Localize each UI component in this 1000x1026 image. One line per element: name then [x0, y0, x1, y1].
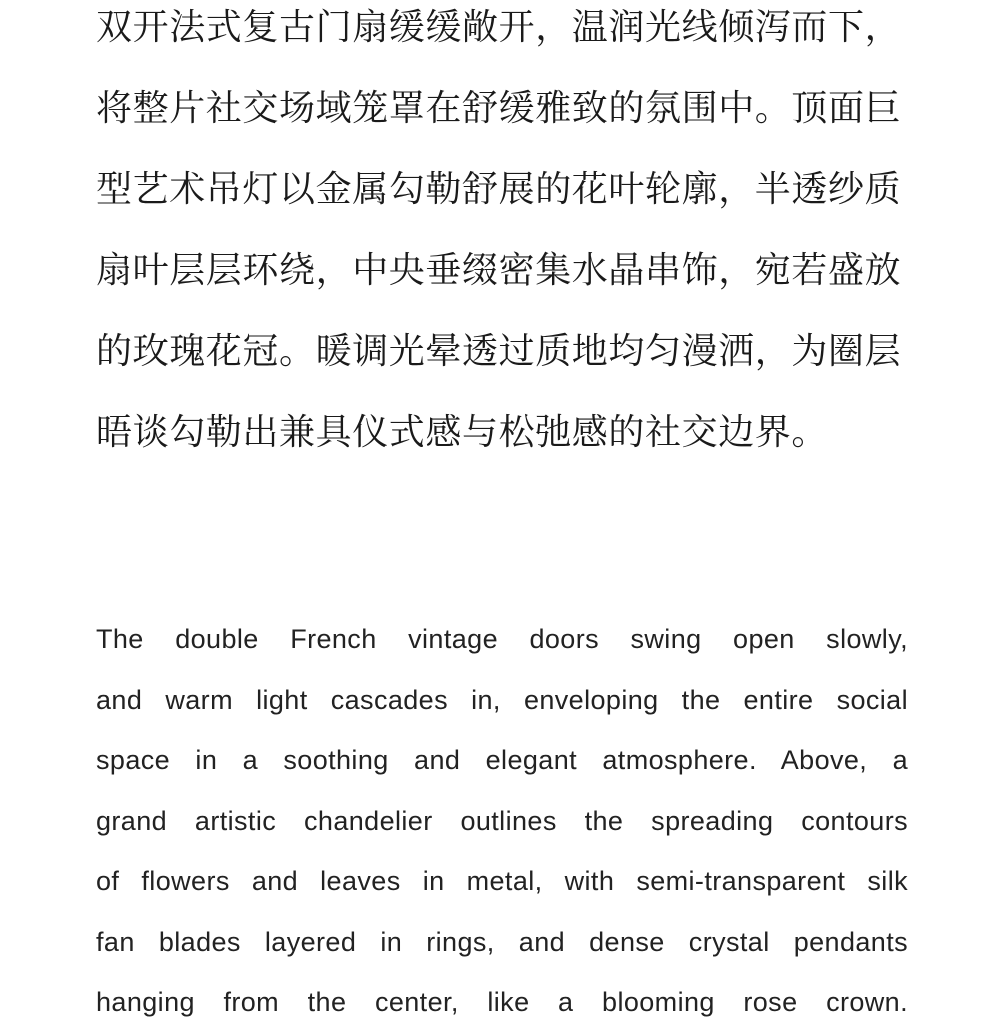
- chinese-text-line: 的玫瑰花冠。暖调光晕透过质地均匀漫洒，为圈层: [96, 331, 902, 372]
- chinese-text-line: 将整片社交场域笼罩在舒缓雅致的氛围中。顶面巨: [96, 88, 902, 129]
- english-text-line: grand artistic chandelier outlines the spreading contours: [96, 805, 908, 836]
- chinese-paragraph: [96, 2, 908, 488]
- english-text-line: hanging from the center, like a blooming rose crown.: [96, 987, 908, 1017]
- chinese-text-line: 双开法式复古门扇缓缓敞开，温润光线倾泻而下，: [96, 7, 902, 48]
- english-text-line: space in a soothing and elegant atmosphere. Above, a: [96, 745, 908, 775]
- english-paragraph: [96, 615, 908, 1026]
- chinese-text-line: 扇叶层层环绕，中央垂缀密集水晶串饰，宛若盛放: [96, 250, 902, 291]
- english-text-line: The double French vintage doors swing open slowly,: [96, 624, 908, 654]
- english-text-line: and warm light cascades in, enveloping the entire social: [96, 684, 908, 715]
- chinese-text-line: 晤谈勾勒出兼具仪式感与松弛感的社交边界。: [96, 412, 829, 453]
- english-text-line: fan blades layered in rings, and dense crystal pendants: [96, 926, 908, 957]
- english-text-line: of flowers and leaves in metal, with semi-transparent silk: [96, 866, 908, 896]
- chinese-text-line: 型艺术吊灯以金属勾勒舒展的花叶轮廓，半透纱质: [96, 169, 902, 210]
